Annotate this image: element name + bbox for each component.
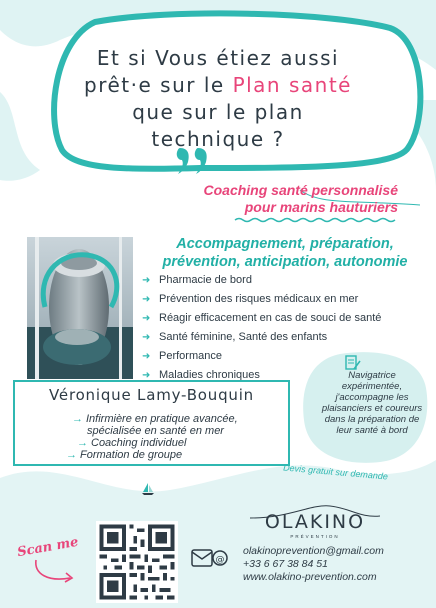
- arrow-icon: ➜: [142, 275, 151, 286]
- list-item-label: Santé féminine, Santé des enfants: [159, 331, 328, 343]
- credential-text: Formation de groupe: [80, 449, 183, 461]
- subtitle-line-1: Coaching santé personnalisé: [203, 182, 398, 198]
- services-heading-line-2: prévention, anticipation, autonomie: [162, 254, 408, 270]
- navigator-note: [318, 370, 426, 436]
- credential-text: Infirmière en pratique avancée,: [86, 413, 238, 425]
- headline-highlight: Plan santé: [232, 73, 352, 97]
- list-item-label: Maladies chroniques: [159, 369, 260, 381]
- credential-line-4: [66, 449, 182, 461]
- subtitle-line-2: pour marins hauturiers: [244, 199, 398, 215]
- arrow-icon: →: [77, 437, 88, 449]
- headline-line-4: technique ?: [151, 127, 285, 151]
- qr-code[interactable]: [93, 521, 181, 603]
- note-line: expérimentée,: [341, 381, 403, 392]
- note-line: j'accompagne les: [335, 392, 409, 403]
- scan-label: Scan me: [16, 534, 80, 561]
- arrow-icon: ➜: [142, 313, 151, 324]
- profile-name: Véronique Lamy-Bouquin: [49, 386, 254, 404]
- medical-bag-photo: [27, 237, 133, 379]
- website-link[interactable]: www.olakino-prevention.com: [243, 571, 377, 583]
- arrow-icon: ➜: [142, 332, 151, 343]
- free-quote-note: Devis gratuit sur demande: [282, 462, 389, 482]
- arrow-icon: →: [66, 449, 77, 461]
- curved-arrow-icon: [30, 558, 80, 588]
- credential-text: Coaching individuel: [91, 437, 187, 449]
- brand-tagline: PRÉVENTION: [290, 534, 340, 539]
- list-item: [142, 328, 381, 347]
- email-link[interactable]: olakinoprevention@gmail.com: [243, 545, 384, 557]
- arrow-icon: ➜: [142, 370, 151, 381]
- list-item-label: Performance: [159, 350, 222, 362]
- list-item: [142, 309, 381, 328]
- credential-text: spécialisée en santé en mer: [87, 425, 224, 437]
- note-line: plaisanciers et coureurs: [321, 403, 423, 414]
- services-heading-line-1: Accompagnement, préparation,: [176, 236, 394, 252]
- arrow-icon: ➜: [142, 351, 151, 362]
- list-item-label: Réagir efficacement en cas de souci de santé: [159, 312, 382, 324]
- phone-number[interactable]: +33 6 67 38 84 51: [243, 558, 328, 570]
- credential-line-3: [77, 437, 186, 449]
- headline-line-2: [0, 73, 436, 97]
- note-line: dans la préparation de: [324, 414, 420, 425]
- list-item: [142, 271, 381, 290]
- list-item-label: Prévention des risques médicaux en mer: [159, 293, 359, 305]
- headline-line-1: Et si Vous étiez aussi: [96, 46, 340, 70]
- arrow-icon: ➜: [142, 294, 151, 305]
- list-item: [142, 290, 381, 309]
- arrow-icon: →: [72, 413, 83, 425]
- note-line: leur santé à bord: [336, 425, 408, 436]
- svg-text:@: @: [215, 555, 225, 565]
- headline-line-2-text: prêt·e sur le: [84, 73, 233, 97]
- list-item-label: Pharmacie de bord: [159, 274, 252, 286]
- email-phone-icon: [190, 544, 230, 576]
- brand-logo: OLAKINO: [264, 511, 366, 533]
- headline-line-3: que sur le plan: [132, 100, 304, 124]
- note-line: Navigatrice: [348, 370, 396, 381]
- sailboat-icon: [141, 482, 155, 496]
- credential-line-2: [87, 425, 224, 437]
- credential-line-1: [72, 413, 238, 425]
